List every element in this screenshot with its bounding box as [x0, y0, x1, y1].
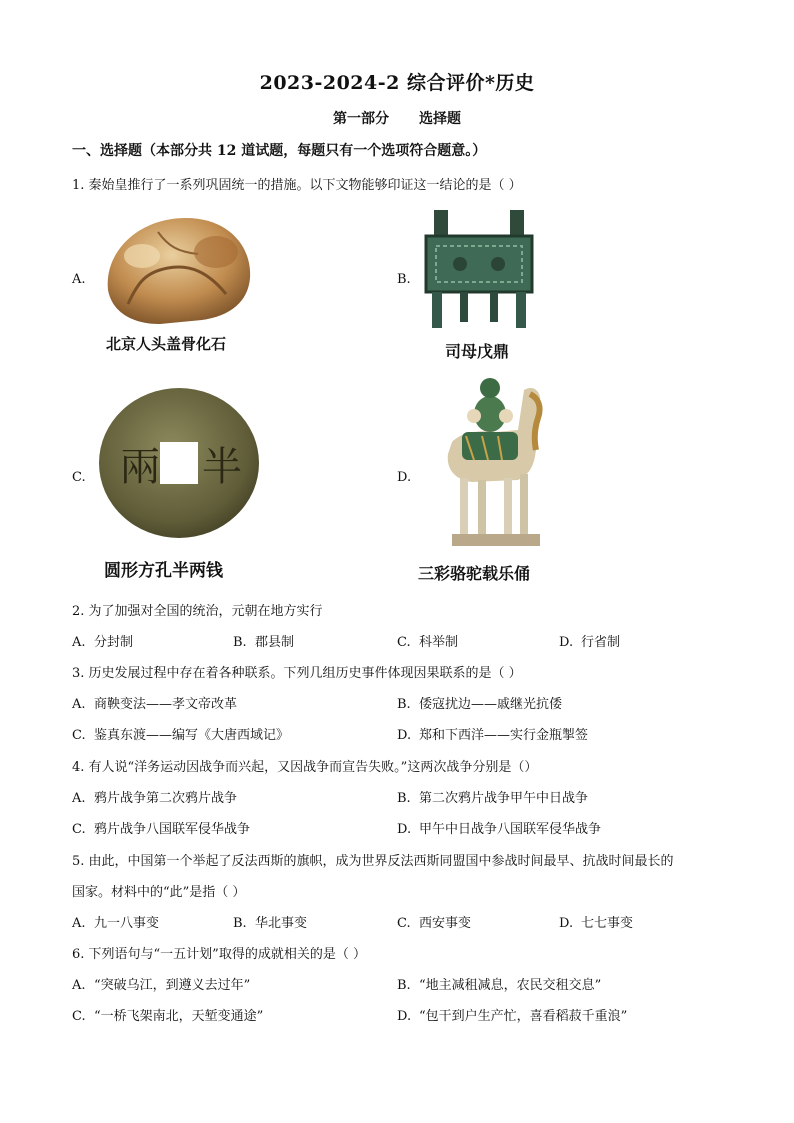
- q1-option-d-caption: 三彩骆驼载乐俑: [418, 564, 531, 583]
- option-key: D.: [559, 916, 574, 931]
- tricolor-camel-image: [438, 370, 556, 552]
- option-key: D.: [397, 728, 412, 743]
- option-text: 鸦片战争八国联军侵华战争: [94, 822, 251, 837]
- q5-option-d[interactable]: [559, 912, 633, 931]
- option-text: 商鞅变法——孝文帝改革: [94, 697, 238, 712]
- q5-stem-line2: 国家。材料中的“此”是指（ ）: [72, 885, 246, 900]
- part-label: 第一部分: [333, 111, 389, 127]
- coin-char-ban: 半: [202, 444, 242, 490]
- option-text: 七七事变: [581, 916, 634, 931]
- q2-stem: 2. 为了加强对全国的统治，元朝在地方实行: [72, 604, 323, 619]
- option-key: B.: [233, 635, 247, 650]
- exam-title: 2023-2024-2 综合评价*历史: [259, 72, 535, 94]
- option-key: A.: [72, 791, 86, 806]
- q2-option-b[interactable]: [233, 631, 294, 650]
- coin-char-liang: 兩: [120, 444, 160, 490]
- q5-option-a[interactable]: [72, 912, 159, 931]
- option-text: 九一八事变: [94, 916, 160, 931]
- q1-option-b-key[interactable]: B.: [397, 272, 411, 287]
- option-text: 分封制: [94, 635, 134, 650]
- q1-option-c-key[interactable]: C.: [72, 470, 86, 485]
- q2-option-d[interactable]: [559, 631, 620, 650]
- q4-option-b[interactable]: [397, 787, 588, 806]
- option-text: 倭寇扰边——戚继光抗倭: [419, 697, 563, 712]
- option-key: A.: [72, 978, 86, 993]
- option-key: B.: [397, 978, 411, 993]
- option-key: D.: [397, 822, 412, 837]
- option-key: C.: [72, 822, 86, 837]
- option-key: C.: [72, 1009, 86, 1024]
- q1-option-d-key[interactable]: D.: [397, 470, 412, 485]
- option-text: 郑和下西洋——实行金瓶掣签: [419, 728, 589, 743]
- q4-option-d[interactable]: [397, 818, 601, 837]
- q3-option-b[interactable]: [397, 693, 562, 712]
- option-text: 华北事变: [255, 916, 308, 931]
- part-type: 选择题: [419, 111, 461, 127]
- option-key: A.: [72, 635, 86, 650]
- section-heading: 一、选择题（本部分共 12 道试题，每题只有一个选项符合题意。）: [72, 143, 487, 159]
- q1-option-a-key[interactable]: A.: [72, 272, 86, 287]
- option-text: 西安事变: [419, 916, 472, 931]
- option-text: “包干到户生产忙，喜看稻菽千重浪”: [419, 1009, 628, 1024]
- q4-option-c[interactable]: [72, 818, 250, 837]
- option-text: 郡县制: [255, 635, 295, 650]
- q3-option-d[interactable]: [397, 724, 588, 743]
- option-text: “一桥飞架南北，天堑变通途”: [94, 1009, 264, 1024]
- option-text: 甲午中日战争八国联军侵华战争: [419, 822, 602, 837]
- option-text: 第二次鸦片战争甲午中日战争: [419, 791, 589, 806]
- option-text: “地主减租减息，农民交租交息”: [419, 978, 602, 993]
- q5-option-b[interactable]: [233, 912, 307, 931]
- option-key: B.: [233, 916, 247, 931]
- option-text: 行省制: [581, 635, 621, 650]
- q6-option-d[interactable]: [397, 1005, 627, 1024]
- q6-option-a[interactable]: [72, 974, 250, 993]
- q5-option-c[interactable]: [397, 912, 471, 931]
- option-text: 鸦片战争第二次鸦片战争: [94, 791, 238, 806]
- banliang-coin-image: [94, 384, 264, 542]
- option-key: A.: [72, 697, 86, 712]
- option-key: D.: [559, 635, 574, 650]
- q3-option-c[interactable]: [72, 724, 289, 743]
- option-key: C.: [397, 916, 411, 931]
- q1-option-a-caption: 北京人头盖骨化石: [106, 335, 227, 353]
- option-key: B.: [397, 697, 411, 712]
- option-text: “突破乌江，到遵义去过年”: [94, 978, 251, 993]
- option-key: D.: [397, 1009, 412, 1024]
- option-text: 科举制: [419, 635, 459, 650]
- part-heading: [0, 108, 794, 128]
- option-key: B.: [397, 791, 411, 806]
- q6-stem: 6. 下列语句与“一五计划”取得的成就相关的是（ ）: [72, 947, 366, 962]
- q1-option-c-caption: 圆形方孔半两钱: [104, 561, 223, 581]
- bronze-ding-image: [420, 208, 538, 330]
- q2-option-c[interactable]: [397, 631, 458, 650]
- q3-option-a[interactable]: [72, 693, 237, 712]
- q4-stem: 4. 有人说“洋务运动因战争而兴起，又因战争而宣告失败。”这两次战争分别是（）: [72, 760, 538, 775]
- option-key: C.: [397, 635, 411, 650]
- q6-option-b[interactable]: [397, 974, 601, 993]
- q1-option-b-caption: 司母戊鼎: [445, 342, 510, 361]
- q4-option-a[interactable]: [72, 787, 237, 806]
- option-key: A.: [72, 916, 86, 931]
- q3-stem: 3. 历史发展过程中存在着各种联系。下列几组历史事件体现因果联系的是（ ）: [72, 666, 522, 681]
- q2-option-a[interactable]: [72, 631, 133, 650]
- option-text: 鉴真东渡——编写《大唐西域记》: [94, 728, 290, 743]
- q6-option-c[interactable]: [72, 1005, 263, 1024]
- option-key: C.: [72, 728, 86, 743]
- q5-stem-line1: 5. 由此，中国第一个举起了反法西斯的旗帜，成为世界反法西斯同盟国中参战时间最早、抗战时间最长的: [72, 854, 674, 869]
- q1-stem: 1. 秦始皇推行了一系列巩固统一的措施。以下文物能够印证这一结论的是（ ）: [72, 178, 522, 193]
- skull-fossil-image: [98, 212, 256, 330]
